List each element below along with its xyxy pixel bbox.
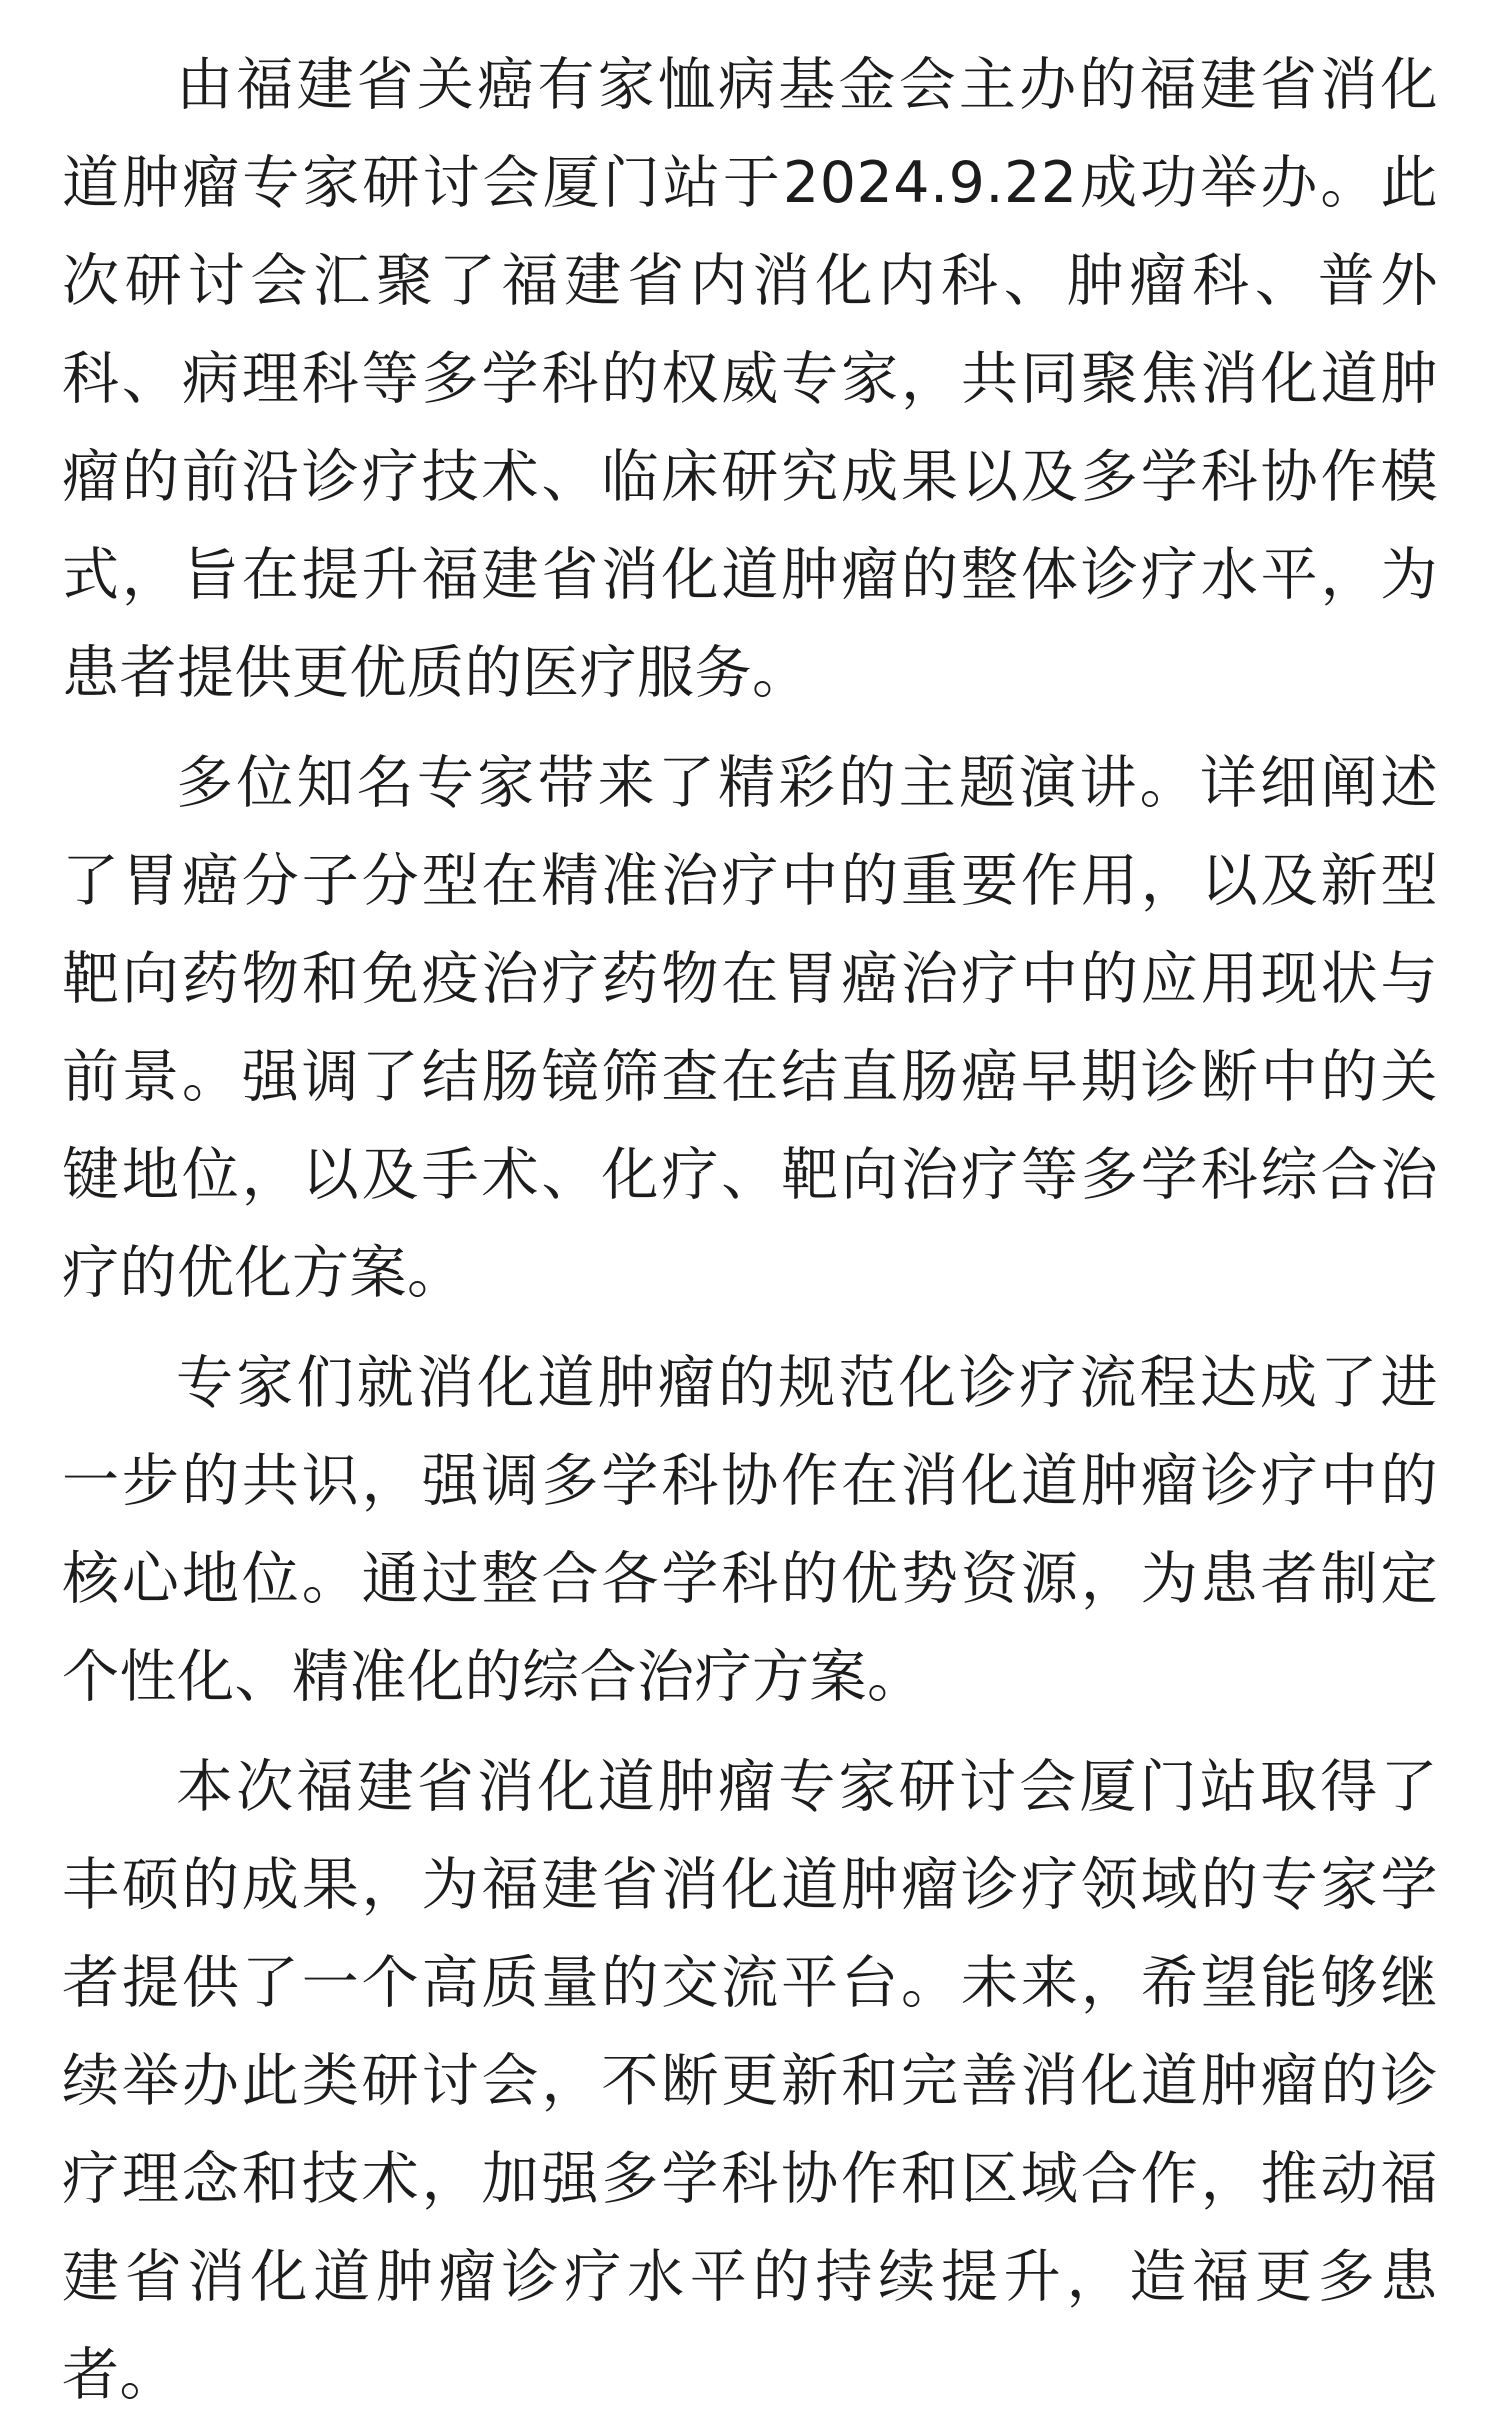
paragraph-conclusion: 本次福建省消化道肿瘤专家研讨会厦门站取得了丰硕的成果，为福建省消化道肿瘤诊疗领域的专家学者提供了一个高质量的交流平台。未来，希望能够继续举办此类研讨会，不断更新和完善消化道肿瘤的诊疗理念和技术，加强多学科协作和区域合作，推动福建省消化道肿瘤诊疗水平的持续提升，造福更多患者。 [62,1754,1438,2408]
paragraph-expert-consensus: 专家们就消化道肿瘤的规范化诊疗流程达成了进一步的共识，强调多学科协作在消化道肿瘤诊疗中的核心地位。通过整合各学科的优势资源，为患者制定个性化、精准化的综合治疗方案。 [62,1350,1438,1710]
paragraph-keynote-speeches: 多位知名专家带来了精彩的主题演讲。详细阐述了胃癌分子分型在精准治疗中的重要作用，以及新型靶向药物和免疫治疗药物在胃癌治疗中的应用现状与前景。强调了结肠镜筛查在结直肠癌早期诊断中的关键地位，以及手术、化疗、靶向治疗等多学科综合治疗的优化方案。 [62,750,1438,1306]
article-body [62,36,1438,2424]
paragraph-event-summary: 由福建省关癌有家恤病基金会主办的福建省消化道肿瘤专家研讨会厦门站于2024.9.22成功举办。此次研讨会汇聚了福建省内消化内科、肿瘤科、普外科、病理科等多学科的权威专家，共同聚焦消化道肿瘤的前沿诊疗技术、临床研究成果以及多学科协作模式，旨在提升福建省消化道肿瘤的整体诊疗水平，为患者提供更优质的医疗服务。 [62,52,1438,706]
